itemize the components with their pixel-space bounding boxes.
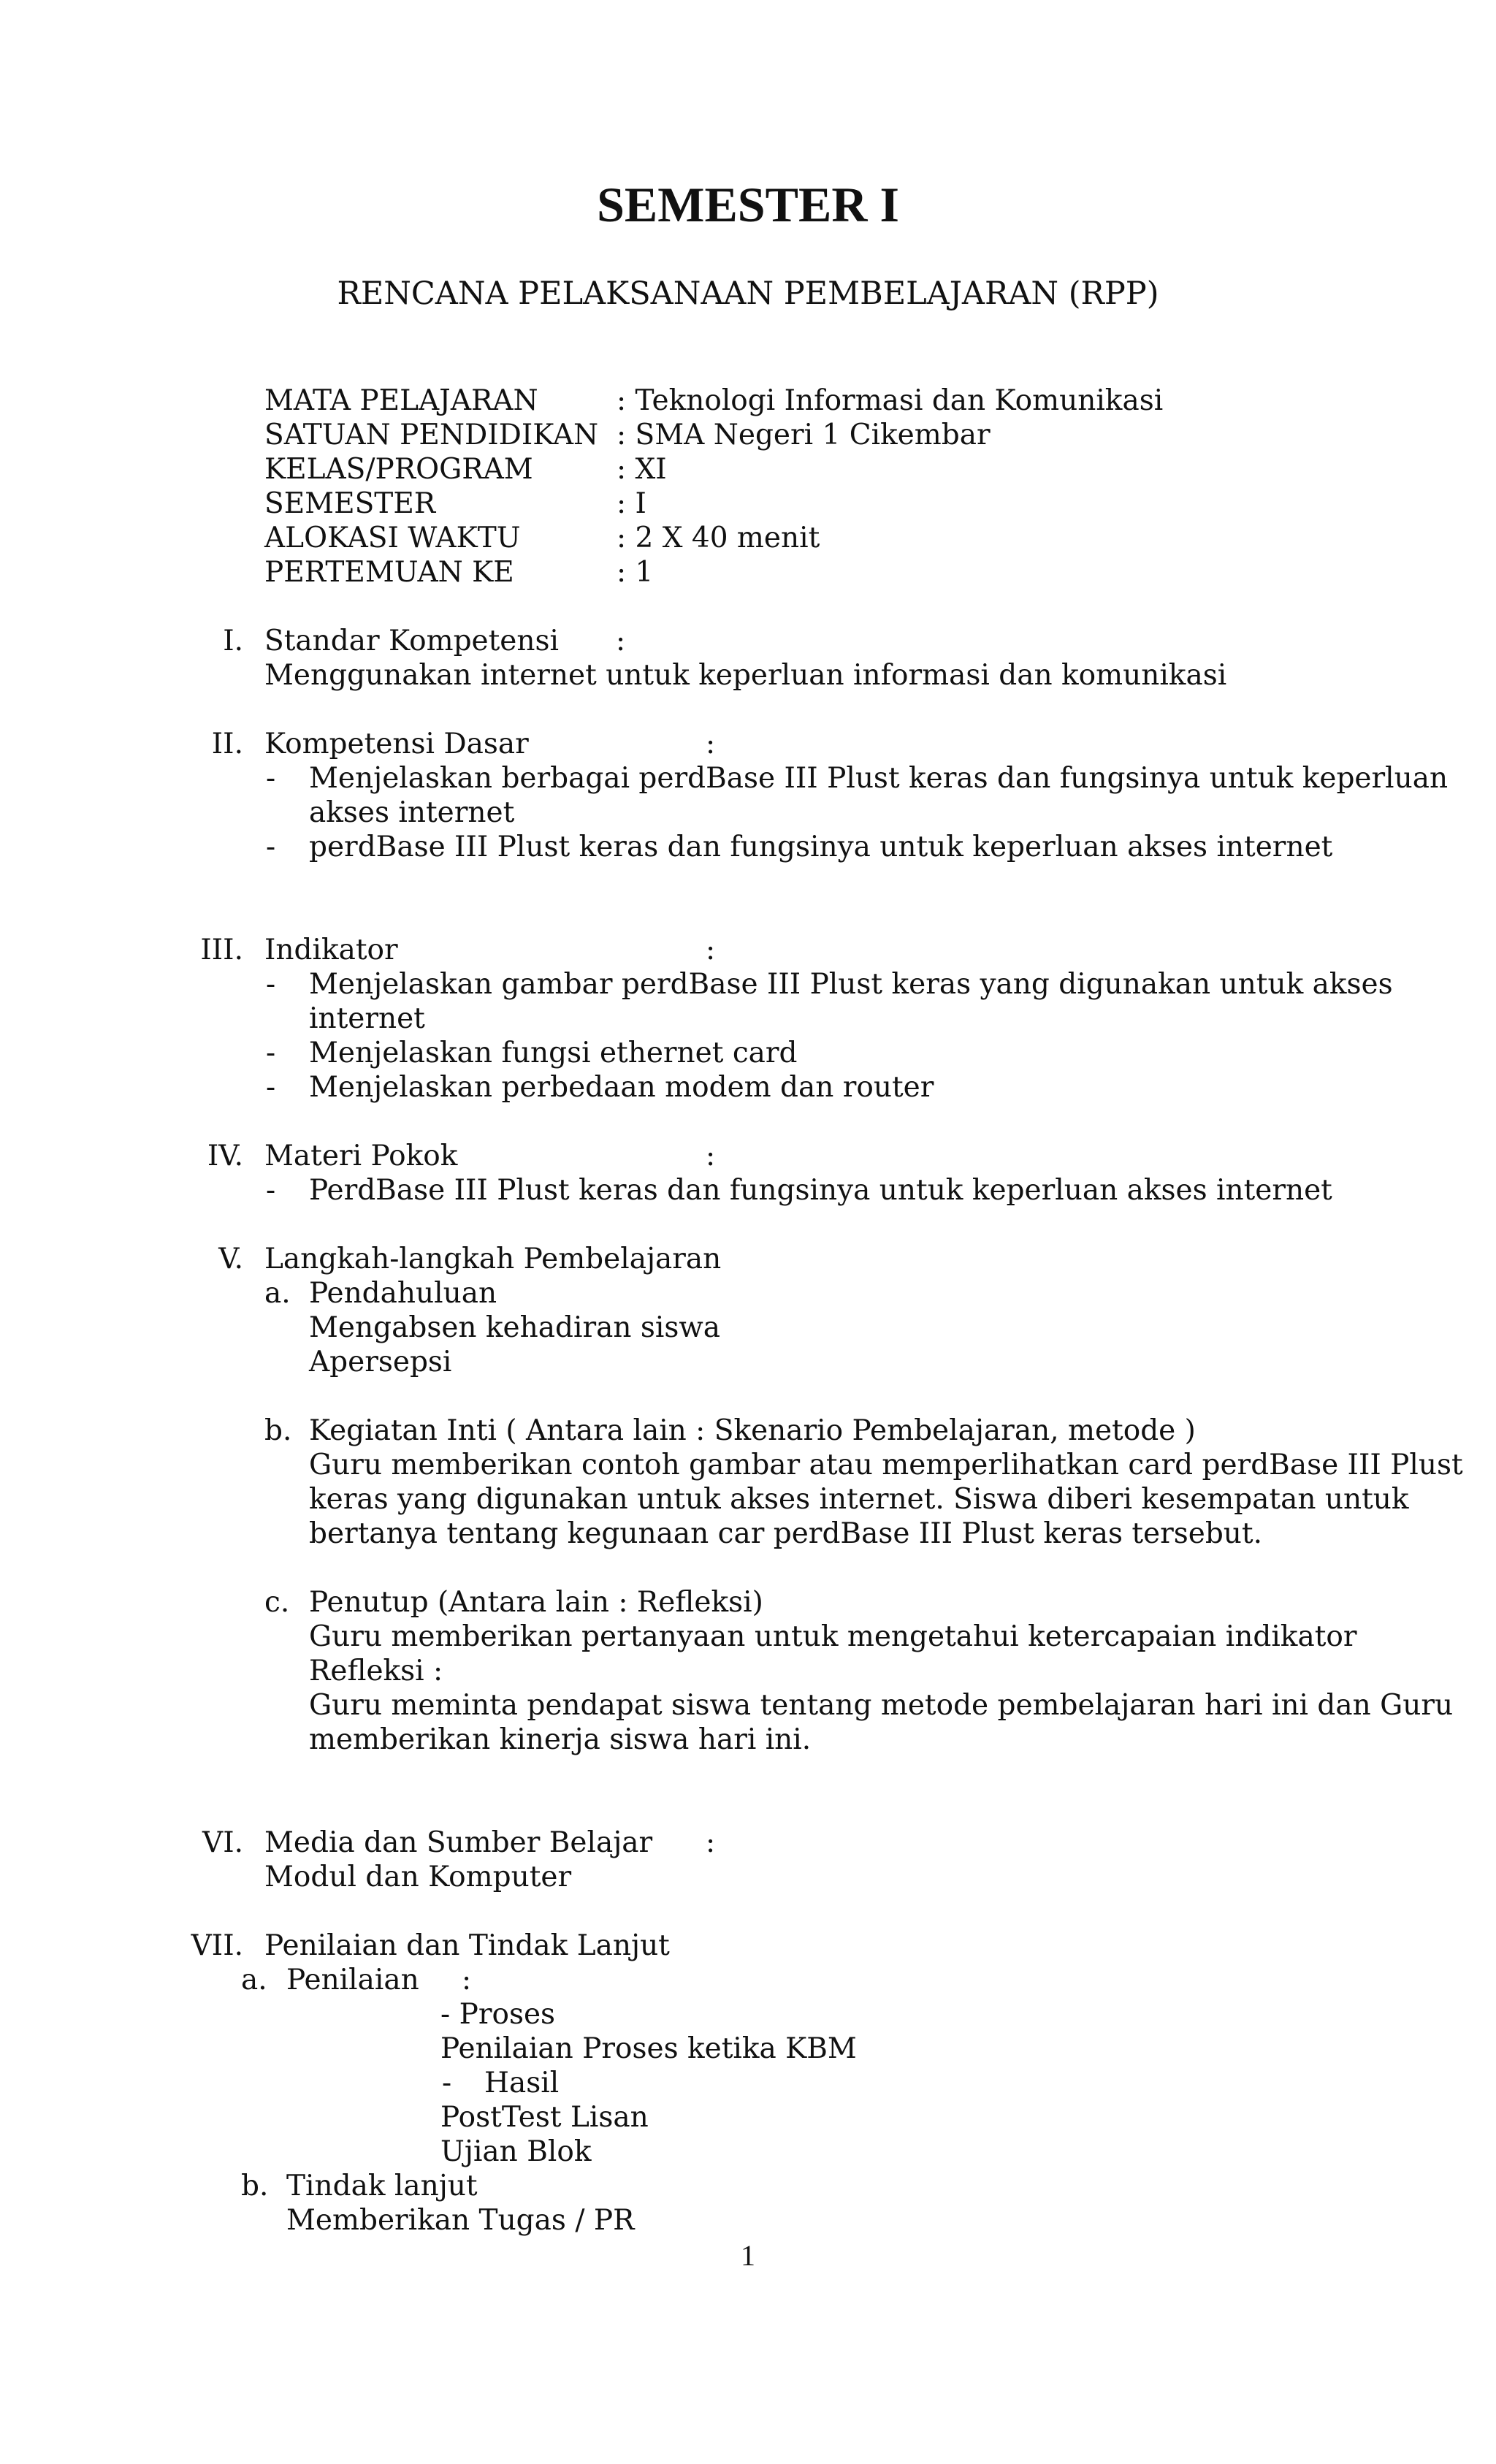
section-colon: : (616, 625, 626, 657)
list-item: Menjelaskan perbedaan modem dan router (309, 1071, 934, 1104)
section-heading: Kompetensi Dasar (264, 728, 529, 760)
section-colon: : (706, 728, 716, 760)
identity-value: : I (617, 487, 646, 520)
section-heading: Standar Kompetensi (264, 625, 559, 657)
identity-value: : 1 (617, 556, 654, 589)
list-item: Menjelaskan berbagai perdBase III Plust keras dan fungsinya untuk keperluan (309, 762, 1449, 795)
assessment-text: Ujian Blok (440, 2135, 592, 2168)
identity-value: : Teknologi Informasi dan Komunikasi (617, 384, 1164, 417)
section-text: Modul dan Komputer (264, 1861, 572, 1893)
document-subtitle: RENCANA PELAKSANAAN PEMBELAJARAN (RPP) (337, 275, 1159, 312)
assessment-text: Penilaian Proses ketika KBM (440, 2032, 857, 2065)
part-text: Refleksi : (309, 1655, 443, 1687)
section-number: I. (223, 625, 243, 657)
section-heading: Media dan Sumber Belajar (264, 1826, 653, 1859)
section-colon: : (706, 934, 716, 966)
part-letter: a. (264, 1277, 291, 1310)
section-number: VII. (191, 1929, 243, 1962)
part-letter: a. (241, 1964, 267, 1996)
identity-value: : SMA Negeri 1 Cikembar (617, 419, 991, 451)
list-item: perdBase III Plust keras dan fungsinya untuk keperluan akses internet (309, 831, 1333, 863)
part-text: Guru meminta pendapat siswa tentang metode pembelajaran hari ini dan Guru (309, 1689, 1454, 1722)
bullet-dash: - (266, 1071, 276, 1104)
part-text: keras yang digunakan untuk akses internet. Siswa diberi kesempatan untuk (309, 1483, 1409, 1516)
identity-value: : XI (617, 453, 667, 486)
part-letter: b. (264, 1414, 292, 1447)
document-title: SEMESTER I (597, 177, 899, 232)
bullet-dash: - (266, 831, 276, 863)
bullet-dash: - (266, 1174, 276, 1207)
part-text: Guru memberikan contoh gambar atau memperlihatkan card perdBase III Plust (309, 1449, 1463, 1481)
list-item: Menjelaskan gambar perdBase III Plust keras yang digunakan untuk akses (309, 968, 1393, 1001)
assessment-proses: - Proses (440, 1998, 556, 2031)
list-item-continued: internet (309, 1002, 425, 1035)
part-heading: Penutup (Antara lain : Refleksi) (309, 1586, 763, 1619)
section-number: V. (218, 1243, 243, 1275)
part-text: bertanya tentang kegunaan car perdBase III Plust keras tersebut. (309, 1517, 1262, 1550)
part-heading: Pendahuluan (309, 1277, 497, 1310)
page-number: 1 (741, 2239, 755, 2272)
identity-label: SATUAN PENDIDIKAN (264, 419, 599, 451)
list-item-continued: akses internet (309, 796, 515, 829)
part-letter: b. (241, 2170, 269, 2202)
section-number: IV. (207, 1140, 243, 1172)
identity-label: KELAS/PROGRAM (264, 453, 533, 486)
section-number: III. (200, 934, 243, 966)
part-heading: Penilaian (286, 1964, 419, 1996)
identity-label: PERTEMUAN KE (264, 556, 514, 589)
section-heading: Penilaian dan Tindak Lanjut (264, 1929, 670, 1962)
bullet-dash: - (442, 2067, 452, 2099)
part-letter: c. (264, 1586, 290, 1619)
identity-label: ALOKASI WAKTU (264, 522, 521, 554)
section-heading: Langkah-langkah Pembelajaran (264, 1243, 722, 1275)
identity-value: : 2 X 40 menit (617, 522, 820, 554)
assessment-text: PostTest Lisan (440, 2101, 649, 2134)
bullet-dash: - (266, 762, 276, 795)
section-colon: : (706, 1826, 716, 1859)
section-heading: Materi Pokok (264, 1140, 458, 1172)
part-text: Apersepsi (309, 1346, 452, 1378)
bullet-dash: - (266, 1037, 276, 1069)
section-number: VI. (202, 1826, 243, 1859)
assessment-hasil: Hasil (484, 2067, 560, 2099)
section-text: Menggunakan internet untuk keperluan informasi dan komunikasi (264, 659, 1227, 692)
identity-label: SEMESTER (264, 487, 436, 520)
part-text: memberikan kinerja siswa hari ini. (309, 1723, 812, 1756)
bullet-dash: - (266, 968, 276, 1001)
identity-label: MATA PELAJARAN (264, 384, 538, 417)
list-item: Menjelaskan fungsi ethernet card (309, 1037, 798, 1069)
part-heading: Kegiatan Inti ( Antara lain : Skenario Pembelajaran, metode ) (309, 1414, 1196, 1447)
list-item: PerdBase III Plust keras dan fungsinya untuk keperluan akses internet (309, 1174, 1332, 1207)
section-colon: : (462, 1964, 472, 1996)
part-text: Memberikan Tugas / PR (286, 2204, 635, 2237)
section-heading: Indikator (264, 934, 398, 966)
part-heading: Tindak lanjut (286, 2170, 478, 2202)
section-colon: : (706, 1140, 716, 1172)
part-text: Mengabsen kehadiran siswa (309, 1311, 720, 1344)
part-text: Guru memberikan pertanyaan untuk mengetahui ketercapaian indikator (309, 1620, 1357, 1653)
section-number: II. (211, 728, 243, 760)
